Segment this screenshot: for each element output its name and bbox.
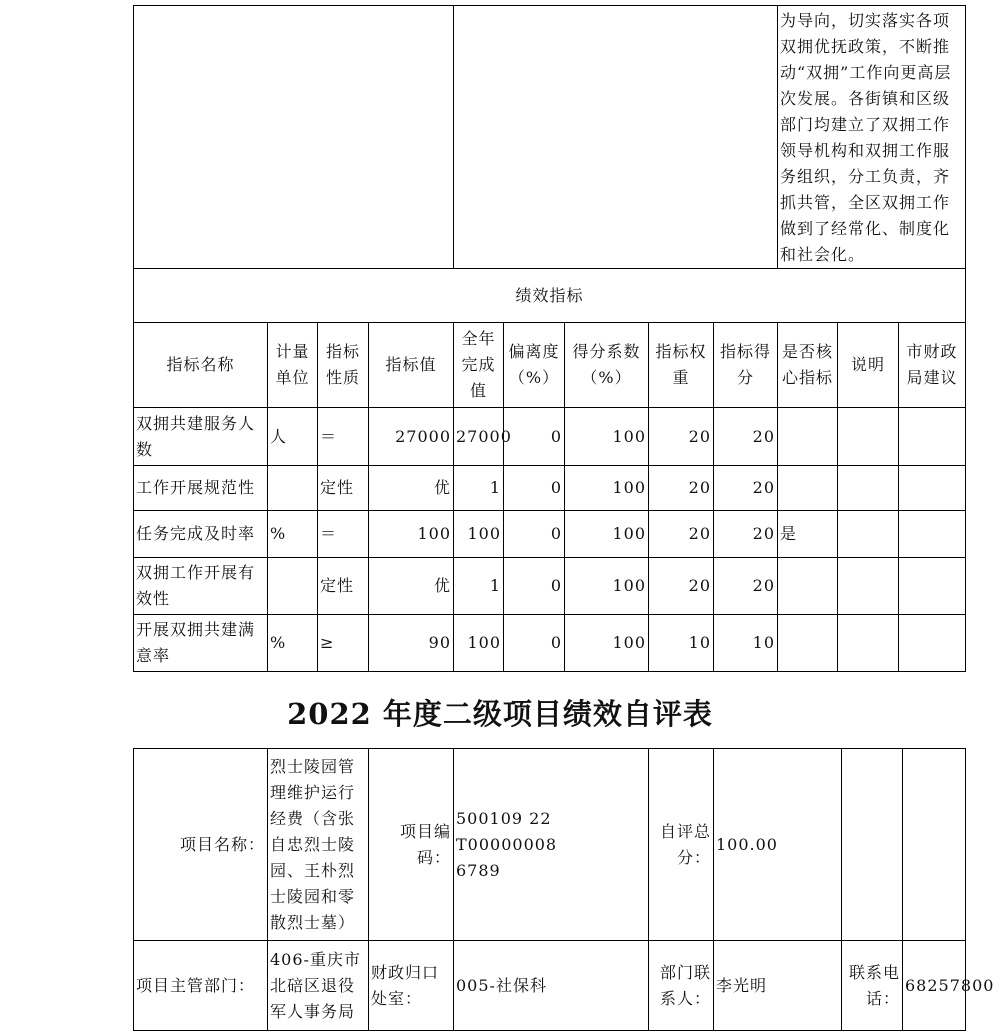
nature-cell: ＝	[318, 408, 369, 466]
blank-cell	[454, 6, 778, 269]
project-name-value: 烈士陵园管理维护运行经费（含张自忠烈士陵园、王朴烈士陵园和零散烈士墓）	[268, 749, 369, 941]
actual-cell: 100	[454, 615, 504, 672]
finance-value: 005-社保科	[454, 941, 649, 1031]
col-header-deviation: 偏离度（%）	[504, 323, 565, 408]
blank-cell	[842, 749, 903, 941]
project-code-value: 500109 22T000000086789	[454, 749, 649, 941]
blank-cell	[903, 749, 966, 941]
score-label: 自评总分：	[649, 749, 714, 941]
table-row	[134, 615, 966, 672]
unit-cell	[268, 466, 318, 511]
core-cell	[778, 615, 838, 672]
unit-cell: 人	[268, 408, 318, 466]
target-cell: 90	[369, 615, 454, 672]
deviation-cell: 0	[504, 558, 565, 615]
table-row	[134, 466, 966, 511]
weight-cell: 20	[649, 466, 714, 511]
advice-cell	[899, 615, 966, 672]
target-cell: 100	[369, 511, 454, 558]
actual-cell: 100	[454, 511, 504, 558]
core-cell: 是	[778, 511, 838, 558]
col-header-score: 指标得分	[714, 323, 778, 408]
score-cell: 20	[714, 466, 778, 511]
col-header-nature: 指标性质	[318, 323, 369, 408]
project-info-table	[133, 748, 995, 1031]
coef-cell: 100	[565, 511, 649, 558]
note-cell	[838, 408, 899, 466]
coef-cell: 100	[565, 558, 649, 615]
score-value: 100.00	[714, 749, 842, 941]
score-cell: 20	[714, 408, 778, 466]
core-cell	[778, 466, 838, 511]
indicator-name: 双拥工作开展有效性	[134, 558, 268, 615]
col-header-actual: 全年完成值	[454, 323, 504, 408]
indicator-name: 开展双拥共建满意率	[134, 615, 268, 672]
coef-cell: 100	[565, 466, 649, 511]
weight-cell: 20	[649, 511, 714, 558]
advice-cell	[899, 408, 966, 466]
note-cell	[838, 615, 899, 672]
note-cell	[838, 511, 899, 558]
deviation-cell: 0	[504, 615, 565, 672]
section-header: 绩效指标	[134, 269, 966, 323]
unit-cell: %	[268, 615, 318, 672]
score-cell: 20	[714, 558, 778, 615]
advice-cell	[899, 558, 966, 615]
unit-cell	[268, 558, 318, 615]
actual-cell: 1	[454, 466, 504, 511]
actual-cell: 27000	[454, 408, 504, 466]
project-name-label: 项目名称：	[134, 749, 268, 941]
coef-cell: 100	[565, 615, 649, 672]
col-header-unit: 计量单位	[268, 323, 318, 408]
nature-cell: ≥	[318, 615, 369, 672]
nature-cell: 定性	[318, 558, 369, 615]
table-row	[134, 408, 966, 466]
col-header-coef: 得分系数（%）	[565, 323, 649, 408]
nature-cell: 定性	[318, 466, 369, 511]
core-cell	[778, 558, 838, 615]
col-header-advice: 市财政局建议	[899, 323, 966, 408]
weight-cell: 10	[649, 615, 714, 672]
col-header-name: 指标名称	[134, 323, 268, 408]
weight-cell: 20	[649, 558, 714, 615]
page-title: 2022 年度二级项目绩效自评表	[287, 697, 713, 731]
contact-label: 部门联系人：	[649, 941, 714, 1031]
note-cell	[838, 466, 899, 511]
deviation-cell: 0	[504, 408, 565, 466]
target-cell: 优	[369, 558, 454, 615]
dept-value: 406-重庆市北碚区退役军人事务局	[268, 941, 369, 1031]
table-row	[134, 511, 966, 558]
advice-cell	[899, 511, 966, 558]
deviation-cell: 0	[504, 511, 565, 558]
indicator-name: 工作开展规范性	[134, 466, 268, 511]
indicator-name: 任务完成及时率	[134, 511, 268, 558]
nature-cell: ＝	[318, 511, 369, 558]
target-cell: 优	[369, 466, 454, 511]
phone-value: 68257800	[903, 941, 966, 1031]
blank-cell	[134, 6, 454, 269]
target-cell: 27000	[369, 408, 454, 466]
col-header-weight: 指标权重	[649, 323, 714, 408]
dept-label: 项目主管部门：	[134, 941, 268, 1031]
actual-cell: 1	[454, 558, 504, 615]
col-header-note: 说明	[838, 323, 899, 408]
contact-value: 李光明	[714, 941, 842, 1031]
note-cell	[838, 558, 899, 615]
core-cell	[778, 408, 838, 466]
coef-cell: 100	[565, 408, 649, 466]
unit-cell: %	[268, 511, 318, 558]
score-cell: 20	[714, 511, 778, 558]
description-text: 为导向，切实落实各项双拥优抚政策，不断推动“双拥”工作向更高层次发展。各街镇和区级部门均建立了双拥工作领导机构和双拥工作服务组织，分工负责，齐抓共管，全区双拥工作做到了经常化、制度化和社会化。	[778, 6, 966, 269]
deviation-cell: 0	[504, 466, 565, 511]
col-header-target: 指标值	[369, 323, 454, 408]
advice-cell	[899, 466, 966, 511]
indicator-name: 双拥共建服务人数	[134, 408, 268, 466]
finance-label: 财政归口处室：	[369, 941, 454, 1031]
project-code-label: 项目编码：	[369, 749, 454, 941]
phone-label: 联系电话：	[842, 941, 903, 1031]
weight-cell: 20	[649, 408, 714, 466]
col-header-core: 是否核心指标	[778, 323, 838, 408]
table-row	[134, 558, 966, 615]
indicator-table	[133, 5, 966, 672]
score-cell: 10	[714, 615, 778, 672]
